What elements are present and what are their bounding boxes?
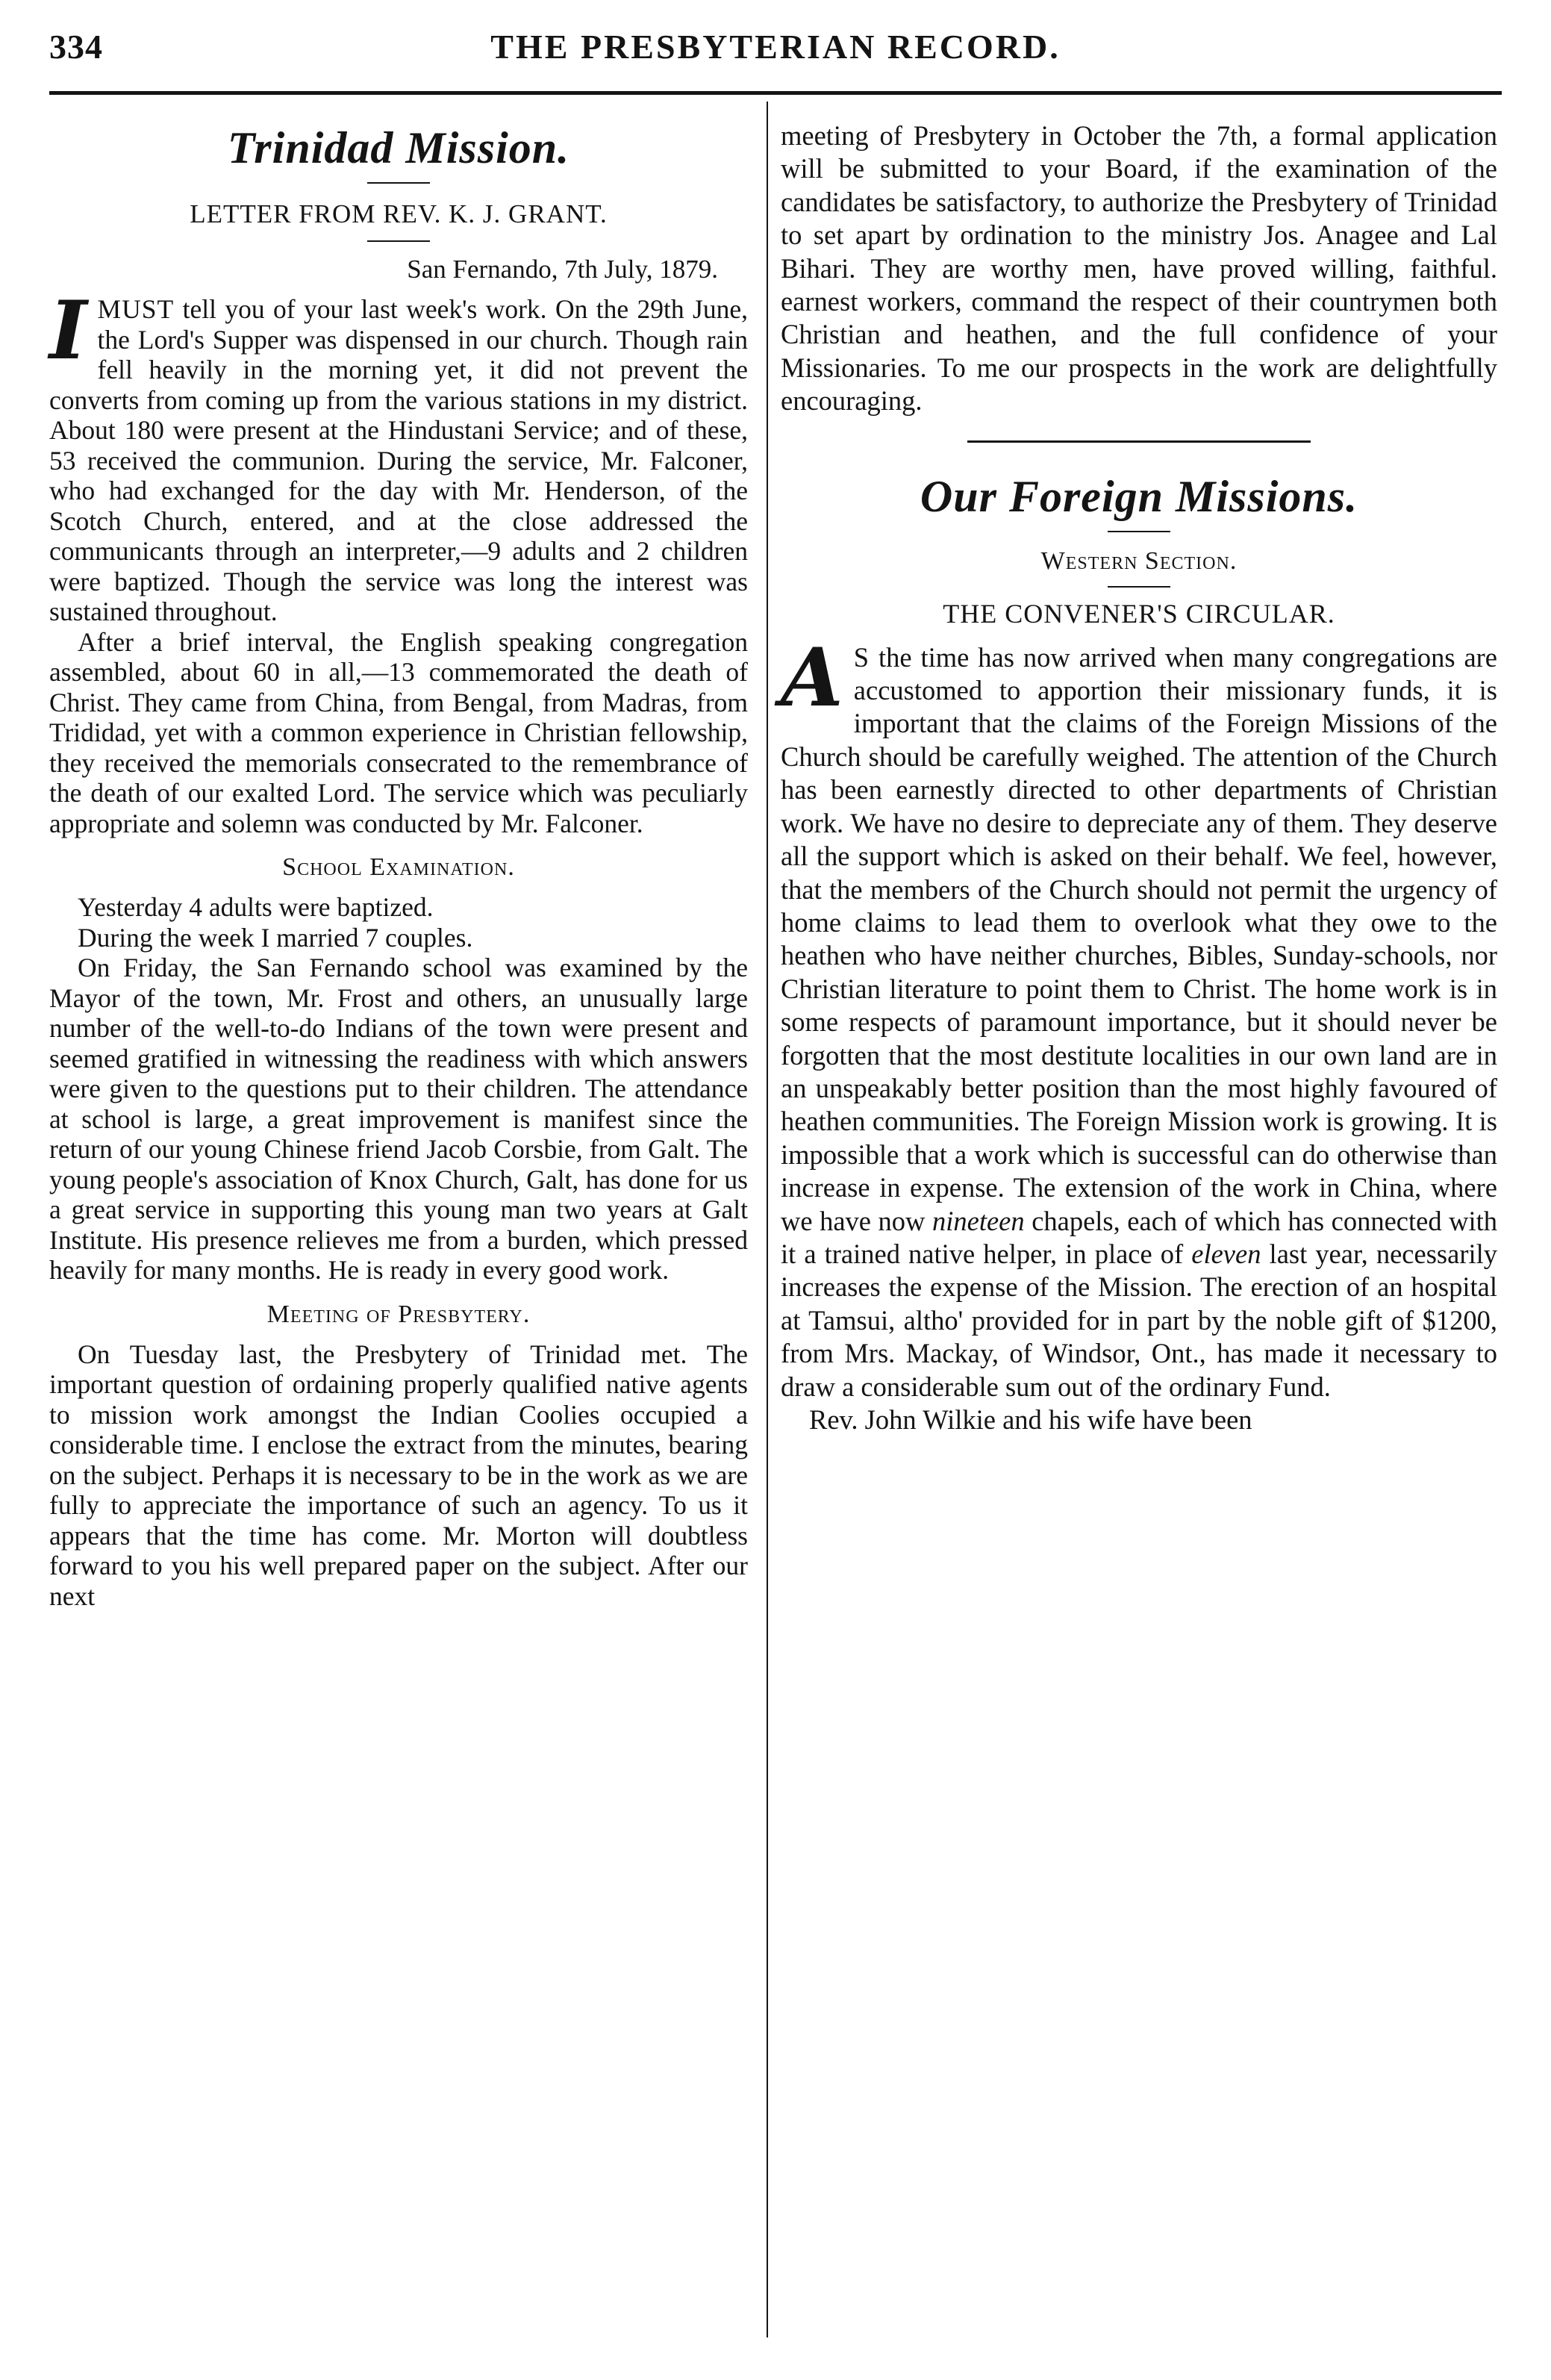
page-number: 334	[49, 28, 103, 66]
lead-word: S	[853, 641, 870, 673]
school-examination-heading: School Examination.	[282, 853, 515, 881]
paragraph-text: chapels, each of which has connected with it a trained native helper, in place of	[781, 1205, 1498, 1269]
drop-cap: A	[781, 630, 843, 725]
paragraph-text: the time has now arrived when many congregations are accustomed to apportion their missionary funds, it is important that the claims of the Foreign Missions of the Church should be carefully weighed. The attention of the Church has been earnestly directed to other departments of Christian work. We have no desire to depreciate any of them. They deserve all the support which is asked on their behalf. We feel, however, that the members of the Church should not permit the urgency of home claims to lead them to overlook what they owe to the heathen who have neither churches, Bibles, Sunday-schools, nor Christian literature to point them to Christ. The home work is in some respects of paramount importance, but it should never be forgotten that the most destitute localities in our own land are in an unspeakably better position than the most highly favoured of heathen communities. The Foreign Mission work is growing. It is impossible that a work which is successful can do otherwise than increase in expense. The extension of the work in China, where we have now	[781, 641, 1498, 1236]
drop-cap: I	[49, 284, 87, 378]
paragraph-text: last year, necessarily increases the expense of the Mission. The erection of an hospital at Tamsui, altho' provided for in part by the noble gift of $1200, from Mrs. Mackay, of Windsor, Ont., has made it necessary to draw a considerable sum out of the ordinary Fund.	[781, 1238, 1498, 1402]
divider	[367, 182, 430, 184]
foreign-missions-heading: Our Foreign Missions.	[920, 471, 1358, 521]
divider	[367, 240, 430, 242]
italic-word: nineteen	[931, 1205, 1025, 1236]
running-head	[49, 27, 1502, 66]
paragraph-text: tell you of your last week's work. On the 29th June, the Lord's Supper was dispensed in our church. Though rain fell heavily in the morning yet, it did not prevent the converts from coming up from the various stations in my district. About 180 were present at the Hindustani Service; and of these, 53 received the communion. During the service, Mr. Falconer, who had exchanged for the day with Mr. Henderson, of the Scotch Church, entered, and at the close addressed the communicants through an interpreter,—9 adults and 2 children were baptized. Though the service was long the interest was sustained throughout.	[49, 294, 748, 626]
header-rule	[49, 91, 1502, 95]
paragraph: On Friday, the San Fernando school was examined by the Mayor of the town, Mr. Frost and others, an unusually large number of the well-to-do Indians of the town were present and seemed gratified in witnessing the readiness with which answers were given to the questions put to their children. The attendance at school is large, a great improvement is manifest since the return of our young Chinese friend Jacob Corsbie, from Galt. The young people's association of Knox Church, Galt, has done for us a great service in supporting this young man two years at Galt Institute. His presence relieves me from a burden, which pressed heavily for many months. He is ready in every good work.	[49, 953, 748, 1285]
paragraph: Yesterday 4 adults were baptized.	[78, 892, 434, 922]
paragraph-continued: meeting of Presbytery in October the 7th, a formal application will be submitted to your Board, if the examination of the candidates be satisfactory, to authorize the Presbytery of Trinidad to set apart by ordination to the ministry Jos. Anagee and Lal Bihari. They are worthy men, have proved willing, faithful. earnest workers, command the respect of their countrymen both Christian and heathen, and the full confidence of your Missionaries. To me our prospects in the work are delightfully encouraging.	[781, 120, 1497, 417]
paragraph: Rev. John Wilkie and his wife have been	[809, 1404, 1252, 1435]
meeting-of-presbytery-heading: Meeting of Presbytery.	[266, 1300, 531, 1328]
dateline: San Fernando, 7th July, 1879.	[407, 255, 718, 284]
right-column	[781, 119, 1497, 1436]
column-divider	[767, 102, 768, 2337]
conveners-circular-heading: THE CONVENER'S CIRCULAR.	[943, 598, 1335, 629]
paragraph: On Tuesday last, the Presbytery of Trinidad met. The important question of ordaining properly qualified native agents to mission work amongst the Indian Coolies occupied a considerable time. I enclose the extract from the minutes, bearing on the subject. Perhaps it is necessary to be in the work as we are fully to appreciate the importance of such an agency. To us it appears that the time has come. Mr. Morton will doubtless forward to you his well prepared paper on the subject. After our next	[49, 1339, 748, 1611]
western-section-heading: Western Section.	[1040, 546, 1238, 575]
paragraph: After a brief interval, the English speaking congregation assembled, about 60 in all,—13 commemorated the death of Christ. They came from China, from Bengal, from Madras, from Trididad, yet with a common experience in Christian fellowship, they received the memorials consecrated to the remembrance of the death of our exalted Lord. The service which was peculiarly appropriate and solemn was conducted by Mr. Falconer.	[49, 626, 748, 838]
journal-title: THE PRESBYTERIAN RECORD.	[490, 28, 1061, 66]
divider	[1108, 531, 1170, 532]
letter-from-heading: LETTER FROM REV. K. J. GRANT.	[190, 199, 608, 228]
lead-word: MUST	[97, 294, 175, 324]
section-divider	[967, 440, 1311, 443]
paragraph	[49, 284, 748, 627]
divider	[1108, 586, 1170, 588]
italic-word: eleven	[1191, 1238, 1261, 1269]
paragraph	[781, 630, 1498, 1404]
trinidad-mission-heading: Trinidad Mission.	[227, 123, 570, 172]
paragraph: During the week I married 7 couples.	[78, 922, 473, 953]
left-column	[49, 119, 748, 1611]
